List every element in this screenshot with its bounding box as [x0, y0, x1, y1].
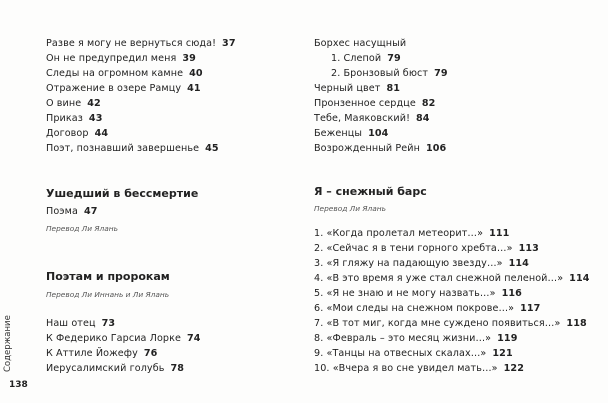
- section-heading: Поэтам и пророкам: [46, 270, 170, 283]
- translator-credit: Перевод Ли Ялань: [314, 204, 386, 213]
- toc-entry: [314, 363, 524, 375]
- toc-entry-page: 42: [87, 98, 101, 109]
- toc-entry: [314, 98, 435, 110]
- toc-entry-page: 114: [569, 273, 590, 284]
- toc-entry-title: О вине: [46, 98, 82, 109]
- toc-entry: [46, 98, 101, 110]
- toc-entry: [46, 143, 219, 155]
- toc-entry: [46, 363, 184, 375]
- toc-entry-page: 81: [386, 83, 401, 94]
- toc-entry-page: 114: [508, 258, 529, 269]
- toc-entry-page: 37: [222, 38, 236, 49]
- toc-entry-title: Беженцы: [314, 128, 363, 139]
- toc-entry-page: 76: [143, 348, 158, 359]
- toc-entry-title: 7. «В тот миг, когда мне суждено появиться…»: [314, 318, 561, 329]
- section-heading: Ушедший в бессмертие: [46, 187, 199, 200]
- toc-entry: [314, 143, 446, 155]
- translator-credit: Перевод Ли Ялань: [46, 224, 118, 233]
- toc-entry: [314, 258, 529, 270]
- toc-entry-page: 116: [501, 288, 522, 299]
- toc-entry-title: 9. «Танцы на отвесных скалах…»: [314, 348, 487, 359]
- toc-entry-title: Следы на огромном камне: [46, 68, 184, 79]
- toc-entry: [46, 333, 201, 345]
- toc-entry-title: Борхес насущный: [314, 38, 407, 49]
- toc-entry-title: 8. «Февраль – это месяц жизни…»: [314, 333, 492, 344]
- toc-entry-page: 122: [503, 363, 524, 374]
- toc-entry: [46, 68, 203, 80]
- toc-entry-title: Поэт, познавший завершенье: [46, 143, 200, 154]
- toc-entry-title: Наш отец: [46, 318, 96, 329]
- toc-entry-page: 118: [566, 318, 587, 329]
- toc-entry-title: Тебе, Маяковский!: [314, 113, 411, 124]
- toc-entry: [314, 128, 388, 140]
- toc-entry-title: 6. «Мои следы на снежном покрове…»: [314, 303, 515, 314]
- toc-entry-page: 45: [205, 143, 219, 154]
- toc-entry: [314, 243, 539, 255]
- toc-subentry: [331, 53, 401, 65]
- toc-entry: [46, 318, 115, 330]
- toc-entry-title: Пронзенное сердце: [314, 98, 416, 109]
- toc-entry-page: 40: [189, 68, 203, 79]
- running-head: Содержание: [3, 315, 13, 372]
- toc-entry-title: 4. «В это время я уже стал снежной пеленой…»: [314, 273, 564, 284]
- toc-entry-title: Поэма: [46, 206, 78, 217]
- toc-entry-page: 104: [368, 128, 389, 139]
- toc-entry-page: 78: [170, 363, 185, 374]
- toc-entry: [46, 128, 108, 140]
- toc-entry-title: К Федерико Гарсиа Лорке: [46, 333, 182, 344]
- toc-entry: [46, 53, 196, 65]
- toc-entry-title: 1. «Когда пролетал метеорит…»: [314, 228, 484, 239]
- toc-entry: [314, 348, 513, 360]
- toc-entry-title: 1. Слепой: [331, 53, 382, 64]
- toc-entry-title: Отражение в озере Рамцу: [46, 83, 182, 94]
- toc-entry-title: Возрожденный Рейн: [314, 143, 420, 154]
- toc-entry-page: 79: [434, 68, 448, 79]
- toc-entry: [46, 38, 236, 50]
- toc-entry-title: 10. «Вчера я во сне увидел мать…»: [314, 363, 498, 374]
- toc-entry-page: 121: [492, 348, 513, 359]
- toc-entry: [46, 348, 157, 360]
- toc-entry-page: 106: [426, 143, 447, 154]
- toc-entry-title: Иерусалимский голубь: [46, 363, 165, 374]
- toc-entry-title: Он не предупредил меня: [46, 53, 177, 64]
- toc-entry-page: 82: [421, 98, 436, 109]
- toc-entry-page: 74: [187, 333, 201, 344]
- toc-entry-page: 43: [88, 113, 103, 124]
- toc-entry: [314, 303, 540, 315]
- toc-entry-title: К Аттиле Йожефу: [46, 348, 138, 359]
- toc-entry-page: 117: [520, 303, 541, 314]
- toc-entry: [314, 228, 509, 240]
- toc-entry: [314, 288, 522, 300]
- toc-entry: [314, 83, 400, 95]
- toc-entry: [314, 38, 406, 50]
- toc-entry-title: 3. «Я гляжу на падающую звезду…»: [314, 258, 503, 269]
- translator-credit: Перевод Ли Иннань и Ли Ялань: [46, 290, 170, 299]
- toc-entry: [46, 113, 102, 125]
- toc-entry-page: 47: [83, 206, 98, 217]
- toc-entry-page: 41: [187, 83, 201, 94]
- toc-entry-title: 5. «Я не знаю и не могу назвать…»: [314, 288, 496, 299]
- toc-entry-page: 73: [101, 318, 116, 329]
- toc-entry-page: 84: [416, 113, 430, 124]
- toc-entry: [314, 333, 517, 345]
- toc-entry-page: 79: [387, 53, 401, 64]
- page-number: 138: [9, 380, 28, 390]
- toc-entry-page: 113: [518, 243, 539, 254]
- toc-entry-page: 44: [94, 128, 109, 139]
- section-heading: Я – снежный барс: [314, 185, 427, 198]
- toc-entry: [314, 273, 590, 285]
- toc-entry-title: Разве я могу не вернуться сюда!: [46, 38, 217, 49]
- toc-entry-page: 119: [497, 333, 518, 344]
- toc-entry-page: 39: [182, 53, 196, 64]
- toc-subentry: [331, 68, 448, 80]
- toc-entry-title: 2. Бронзовый бюст: [331, 68, 429, 79]
- toc-entry-title: 2. «Сейчас я в тени горного хребта…»: [314, 243, 513, 254]
- toc-entry-title: Договор: [46, 128, 89, 139]
- toc-entry: [314, 318, 587, 330]
- toc-entry: [46, 83, 201, 95]
- toc-entry: [314, 113, 430, 125]
- toc-entry-title: Приказ: [46, 113, 83, 124]
- toc-entry-page: 111: [489, 228, 510, 239]
- toc-entry-title: Черный цвет: [314, 83, 381, 94]
- toc-entry: [46, 206, 98, 218]
